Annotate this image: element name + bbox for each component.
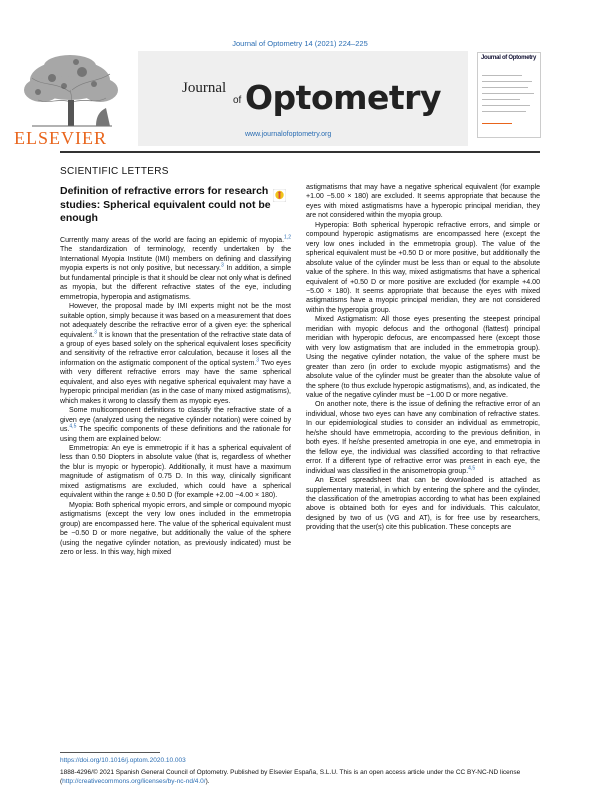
header-rule <box>60 151 540 153</box>
journal-citation[interactable]: Journal of Optometry 14 (2021) 224–225 <box>232 39 368 48</box>
journal-cover-thumbnail <box>477 52 541 138</box>
paragraph: An Excel spreadsheet that can be downloaded is attached as supplementary material, in which by entering the sphere and the cylinder, the classification of the ametropias according to what has been explained above is obtained both for eyes and for individuals. This calculator, designed by two of us (VG and AT), is for free use by researchers, providing that the user(s) cite this publication. These concepts are <box>306 477 540 532</box>
right-column <box>306 183 540 533</box>
paragraph: Myopia: Both spherical myopic errors, and simple or compound myopic astigmatisms (except the very low ones included in the emmetropia group) are encompassed here. The value of the spherical equivalent must be −0.50 D or more negative, but additionally the value of the sphere (using the negative cylinder notation, as previously indicated) must be zero or less. In this way, high mixed <box>60 501 291 556</box>
journal-title-part3: Optometry <box>245 78 441 117</box>
paragraph: However, the proposal made by IMI experts might not be the most suitable option, simply because it was based on a measurement that does not adequately describe the refractive error of a given eye: the spherical equivalent.$^3$ It is known that the presentation of the refractive state data of a group of eyes based solely on the spherical equivalent loses specificity and sensitivity of the refractive error calculation, because it loses all the information on the astigmatic component of the optical system.$^3$ Two eyes with very different refractive errors may have the same spherical equivalent, and also eyes with negative spherical equivalent may have a hyperopic principal meridian (as in the case of many mixed astigmatisms), which makes it wrong to classify them as myopic eyes. <box>60 303 291 405</box>
journal-url[interactable]: www.journalofoptometry.org <box>245 131 332 138</box>
elsevier-tree-logo <box>12 52 130 140</box>
paragraph: Emmetropia: An eye is emmetropic if it has a spherical equivalent of less than 0.50 Diopters in absolute value (that is, regardless of whether the blur is myopic or hyperopic). Additionally, it must have a maximum magnitude of astigmatism of 0.75 D. In this way, clinically significant mixed astigmatisms are excluded, which could have a spherical equivalent within the range ± 0.50 D (for example +2.00 −4.00 × 180). <box>60 444 291 500</box>
journal-title-part2: of <box>233 95 242 106</box>
paragraph: Mixed Astigmatism: All those eyes presenting the steepest principal meridian with myopic defocus and the orthogonal (flattest) principal meridian with hyperopic defocus, are encompassed here (except those with very low astigmatism that are included in the emmetropia group). Using the negative cylinder notation, the value of the sphere must be greater than zero (in order to exclude myopic astigmatisms) and the absolute value of the cylinder must be greater than the absolute value of the sphere (to thus exclude hyperopic astigmatisms), and, as indicated, the value of the negative cylinder must be −1.00 D or more negative. <box>306 316 540 399</box>
left-column <box>60 236 291 557</box>
publisher-wordmark: ELSEVIER <box>14 128 107 148</box>
cover-title: Journal of Optometry <box>481 55 537 61</box>
crossmark-icon[interactable] <box>273 189 286 202</box>
license-link[interactable]: http://creativecommons.org/licenses/by-nc-nd/4.0/ <box>62 777 206 785</box>
footer-rule <box>60 752 160 753</box>
doi-link[interactable]: https://doi.org/10.1016/j.optom.2020.10.003 <box>60 757 186 764</box>
paragraph: Hyperopia: Both spherical hyperopic refractive errors, and simple or compound hyperopic astigmatisms are encompassed here (except the very low ones included in the emmetropia group). The value of the spherical equivalent must be +0.50 D or more positive, but additionally the absolute value of the cylinder must be less than or equal to the absolute value of the sphere. In this way, mixed astigmatisms that have a spherical equivalent of +0.50 D or more positive are excluded (for example +4.00 −5.00 × 180). It seems appropriate that because the eyes with mixed astigmatisms have a myopic principal meridian, they are not considered within the hyperopia group. <box>306 221 540 314</box>
journal-title-part1: Journal <box>182 80 227 96</box>
section-heading: SCIENTIFIC LETTERS <box>60 166 169 177</box>
paragraph: Currently many areas of the world are facing an epidemic of myopia.$^{1,2}$ The standardization of terminology, recently undertaken by the International Myopia Institute (IMI) members on defining and classifying myopia experts is not only positive, but necessary.$^3$ In addition, a simple but fundamental principle is that it should be clear not only what is defined as myopia, but the different refractive states of the eye, including emmetropia, hyperopia and astigmatisms. <box>60 234 292 301</box>
paragraph: astigmatisms that may have a negative spherical equivalent (for example +1.00 −5.00 × 180) are excluded. It seems appropriate that because the eyes with mixed astigmatisms have a hyperopic principal meridian, they are not considered within the myopia group. <box>306 184 540 220</box>
paragraph: On another note, there is the issue of defining the refractive error of an individual, whose two eyes can have any combination of refractive states. In our epidemiological studies to consider an individual as emmetropic, he/she should have emmetropia, according to the previous definition, in both eyes. If he/she presented ametropia in one eye, and emmetropia in the fellow eye, the individual was classified according to that refractive error. If a different type of refractive error was present in each eye, the individual was classified in the anisometropia group.$^{4,5}$ <box>306 401 540 475</box>
license-statement: 1888-4296/© 2021 Spanish General Council of Optometry. Published by Elsevier España, S.L.U. This is an open access article under the CC BY-NC-ND license (http://creativecommons.org/licenses/by-nc-nd/4.0/). <box>60 769 521 785</box>
paragraph: Some multicomponent definitions to classify the refractive state of a given eye (analyzed using the negative cylinder notation) were coined by us.$^{4,5}$ The specific components of these definitions and the rationale for using them are explained below: <box>60 407 291 443</box>
article-title: Definition of refractive errors for research studies: Spherical equivalent could not be enough <box>60 185 271 224</box>
